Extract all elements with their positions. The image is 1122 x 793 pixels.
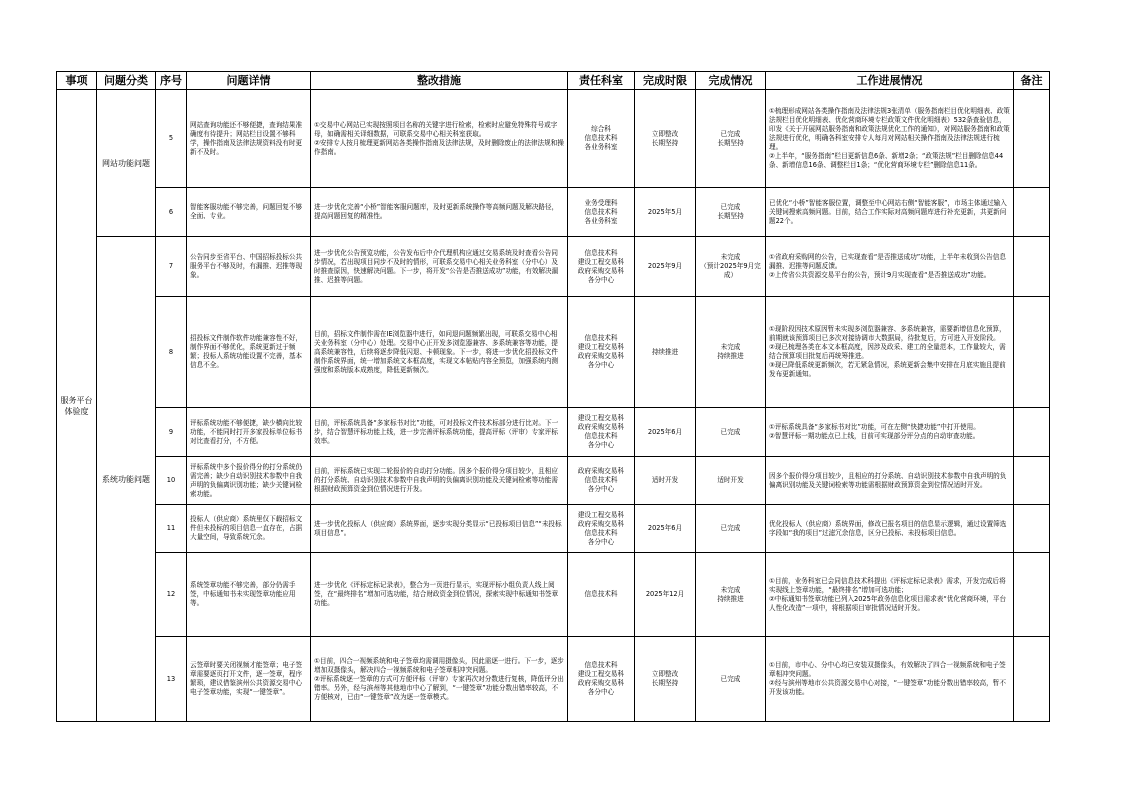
row-status: 未完成 （预计2025年9月完成） [696,237,766,297]
header-deadline: 完成时限 [635,72,696,90]
row-status: 已完成 长期坚持 [696,188,766,237]
row-deadline: 适时开发 [635,457,696,505]
header-number: 序号 [156,72,187,90]
row-dept: 建设工程交易科 政府采购交易科 信息技术科 各分中心 [568,408,635,457]
category-cell: 网站功能问题 [97,90,156,237]
row-number: 10 [156,457,187,505]
table-row [57,457,1050,505]
row-progress: ①省政府采购网的公告，已实现查看“是否推送成功”功能，上半年未收到公告信息漏推、迟推等问题反馈。 ②上传省公共资源交易平台的公告，预计9月实现查看“是否推送成功”功能。 [766,237,1014,297]
row-number: 9 [156,408,187,457]
row-dept: 信息技术科 建设工程交易科 政府采购交易科 各分中心 [568,637,635,722]
row-measure: 目前，招标文件制作需在IE浏览器中进行，如问退问题频繁出现，可联系交易中心相关业务科室（分中心）处理。交易中心正开发多浏览器兼容、多系统兼容等功能，提高系统兼容性，后续将逐步降低闪退、卡顿现象。下一步，将进一步优化招投标文件制作系统界面，统一增加系统文本框高度，实现文本帖贴内容全预览，加强系统内测强度和系统版本成熟度，降低更新频次。 [311,297,568,408]
row-progress: ①评标系统具备“多家标书对比”功能，可在左侧“快捷功能”中打开使用。 ②智慧评标一期功能点已上线，目前可实现部分评分点的自动审查功能。 [766,408,1014,457]
row-status: 适时开发 [696,457,766,505]
table-row [57,637,1050,722]
row-progress: ①目前，市中心、分中心均已安装双摄像头，有效解决了四合一视频系统和电子签章相冲突问题。 ②经与滨州等地市公共资源交易中心对接，“一键签章”功能分数出错率较高，暂不开发该功能。 [766,637,1014,722]
header-remark: 备注 [1014,72,1050,90]
header-progress: 工作进展情况 [766,72,1014,90]
header-row [57,72,1050,90]
row-deadline: 2025年5月 [635,188,696,237]
row-detail: 公告同步至省平台、中国招标投标公共服务平台不够及时，有漏推、迟推等现象。 [187,237,311,297]
row-measure: 进一步优化《评标定标记录表》，整合为一页进行显示，实现评标小组负责人线上阅签，在“最终排名”增加可选功能，结合财政资金到位情况，探索实现中标通知书签章功能。 [311,553,568,637]
row-status: 未完成 持续推进 [696,297,766,408]
row-dept: 信息技术科 建设工程交易科 政府采购交易科 各分中心 [568,297,635,408]
row-status: 已完成 长期坚持 [696,90,766,188]
row-measure: 进一步优化投标人（供应商）系统界面，逐步实现分类显示“已投标项目信息”“未投标项目信息”。 [311,505,568,553]
row-detail: 评标系统功能不够便捷，缺少横向比较功能，不能同时打开多家投标单位标书对比查看打分，不方便。 [187,408,311,457]
row-remark [1014,553,1050,637]
header-dept: 责任科室 [568,72,635,90]
row-remark [1014,505,1050,553]
row-remark [1014,637,1050,722]
row-dept: 信息技术科 建设工程交易科 政府采购交易科 各分中心 [568,237,635,297]
row-number: 11 [156,505,187,553]
row-measure: 进一步优化完善“小桥”智能客服问题库，及时更新系统操作等高频问题及解决路径，提高问题回复的精准性。 [311,188,568,237]
category-cell: 系统功能问题 [97,237,156,722]
row-remark [1014,408,1050,457]
row-deadline: 持续推进 [635,297,696,408]
rectification-table [56,71,1050,722]
row-detail: 网站查询功能还不够便捷，查询结果准确度有待提升；网站栏目设置不够科学，操作指南及法律法规资料没有时更新不及时。 [187,90,311,188]
row-dept: 综合科 信息技术科 各业务科室 [568,90,635,188]
row-deadline: 立即整改 长期坚持 [635,637,696,722]
row-status: 未完成 持续推进 [696,553,766,637]
row-deadline: 2025年12月 [635,553,696,637]
row-status: 已完成 [696,637,766,722]
row-status: 已完成 [696,505,766,553]
table-row [57,237,1050,297]
row-progress: ①梳理形成网站各类操作指南及法律法规3张清单（服务指南栏目优化明细表、政策法规栏目优化明细表、优化营商环境专栏政策文件优化明细表）532条查验信息，印发《关于开展网站服务指南和政策法规优化工作的通知》，对网站服务指南和政策法规进行优化，明确各科室安排专人每月对网站相关操作指南及法律法规进行梳理。 ②上半年，“服务指南”栏目更新信息6条、新增2条；“政策法规”栏目删除信息44条、新增信息16条、调整栏目1条；“优化营商环境专栏”删除信息11条。 [766,90,1014,188]
row-progress: ①现阶段因技术原因暂未实现多浏览器兼容、多系统兼容，需要新增信息化预算，前期就该预算项目已多次对接协调市大数据局，待批复后，方可进入开发阶段。 ②现已梳理各类在本文本框高度，因涉及政采、建工的全量范本，工作量较大，需结合预算项目批复后再统筹推进。 ③现已降低系统更新频次，若无紧急情况，系统更新会集中安排在月底实施且提前发布更新通知。 [766,297,1014,408]
row-progress: 已优化“小桥”智能客服位置，调整至中心网站右侧“智能客服”，市场主体通过输入关键词搜索高频问题。目前，结合工作实际对高频问题库进行补充更新，共更新问题22个。 [766,188,1014,237]
row-remark [1014,457,1050,505]
row-measure: ①交易中心网站已实现按照项目名称的关键字进行检索，检索时应避免特殊符号或字母，如确需相关译细数据，可联系交易中心相关科室获取。 ②安排专人按月梳理更新网站各类操作指南及法律法规，及时删除废止的法律法规和操作指南。 [311,90,568,188]
row-progress: 因多个报价得分项目较少，且相应的打分系统、自动识别技术参数中自我声明的负偏离识别功能及关键词检索等功能需根据财政预算资金到位情况适时开发。 [766,457,1014,505]
row-status: 已完成 [696,408,766,457]
row-dept: 业务受理科 信息技术科 各业务科室 [568,188,635,237]
table-row [57,505,1050,553]
row-measure: ①目前，四合一视频系统和电子签章均需调用摄像头，因此需逐一进行。下一步，逐步增加双摄像头，解决四合一视频系统和电子签章相冲突问题。 ②评标系统逐一签章的方式可方便评标（评审）专家再次对分数进行复核，降低评分出错率。另外，经与滨州等其他地市中心了解到，“一键签章”功能分数出错率较高，不方便核对，已由“一键签章”改为逐一签章模式。 [311,637,568,722]
row-number: 5 [156,90,187,188]
header-category: 问题分类 [97,72,156,90]
row-number: 7 [156,237,187,297]
row-remark [1014,188,1050,237]
row-number: 13 [156,637,187,722]
row-detail: 智能客服功能不够完善，问题回复不够全面、专业。 [187,188,311,237]
row-dept: 政府采购交易科 信息技术科 各分中心 [568,457,635,505]
row-measure: 进一步优化公告预览功能，公告发布后中介代理机构应通过交易系统及时查看公告同步情况，若出现项目同步不及时的情形，可联系交易中心相关业务科室（分中心）及时推查原因，快速解决问题。下一步，将开发“公告是否推送成功”功能，有效解决漏推、迟推等问题。 [311,237,568,297]
table-row [57,553,1050,637]
row-deadline: 2025年9月 [635,237,696,297]
row-measure: 目前，评标系统具备“多家标书对比”功能，可对投标文件技术标部分进行比对。下一步，结合智慧评标功能上线，进一步完善评标系统功能，提高评标（评审）专家评标效率。 [311,408,568,457]
row-dept: 建设工程交易科 政府采购交易科 信息技术科 各分中心 [568,505,635,553]
table-row [57,297,1050,408]
header-measure: 整改措施 [311,72,568,90]
header-status: 完成情况 [696,72,766,90]
row-remark [1014,90,1050,188]
row-progress: 优化投标人（供应商）系统界面，修改已报名项目的信息显示逻辑，通过设置筛选字段如“我的项目”过滤冗余信息，区分已投标、未投标项目信息。 [766,505,1014,553]
row-detail: 评标系统中多个报价得分的打分系统仍需完善；缺少自动识别技术参数中自我声明的负偏离识别功能；缺少关键词检索功能。 [187,457,311,505]
row-deadline: 2025年6月 [635,408,696,457]
table-row [57,90,1050,188]
row-detail: 投标人（供应商）系统里仅下载招标文件但未投标的项目信息一直存在，占据大量空间，导致系统冗余。 [187,505,311,553]
row-detail: 系统签章功能不够完善，部分仍需手签，中标通知书未实现签章功能应用等。 [187,553,311,637]
row-number: 12 [156,553,187,637]
row-remark [1014,237,1050,297]
header-item: 事项 [57,72,97,90]
row-deadline: 2025年6月 [635,505,696,553]
row-remark [1014,297,1050,408]
table-row [57,408,1050,457]
row-deadline: 立即整改 长期坚持 [635,90,696,188]
row-measure: 目前，评标系统已实现二轮报价的自动打分功能。因多个报价得分项目较少，且相应的打分系统、自动识别技术参数中自我声明的负偏离识别功能及关键词检索等功能需根据财政预算资金到位情况进行开发。 [311,457,568,505]
row-detail: 招投标文件制作软件功能兼容性不好，制作界面不够优化，系统更新过于频繁；投标人系统功能设置不完善，基本信息不全。 [187,297,311,408]
row-dept: 信息技术科 [568,553,635,637]
item-cell: 服务平台 体验度 [57,90,97,722]
header-detail: 问题详情 [187,72,311,90]
table-row [57,188,1050,237]
row-number: 8 [156,297,187,408]
row-detail: 云签章时要关闭视频才能签章；电子签章需要逐页打开文件，逐一签章，程序繁琐，建议借鉴滨州公共资源交易中心电子签章功能，实现“一键签章”。 [187,637,311,722]
row-progress: ①目前，业务科室已会同信息技术科提出《评标定标记录表》需求，开发完成后将实现线上签章功能，“最终排名”增加可选功能； ②中标通知书签章功能已列入2025年政务信息化项目需求表“优化营商环境，平台人性化改造”一项中，将根据项目审批情况适时开发。 [766,553,1014,637]
row-number: 6 [156,188,187,237]
